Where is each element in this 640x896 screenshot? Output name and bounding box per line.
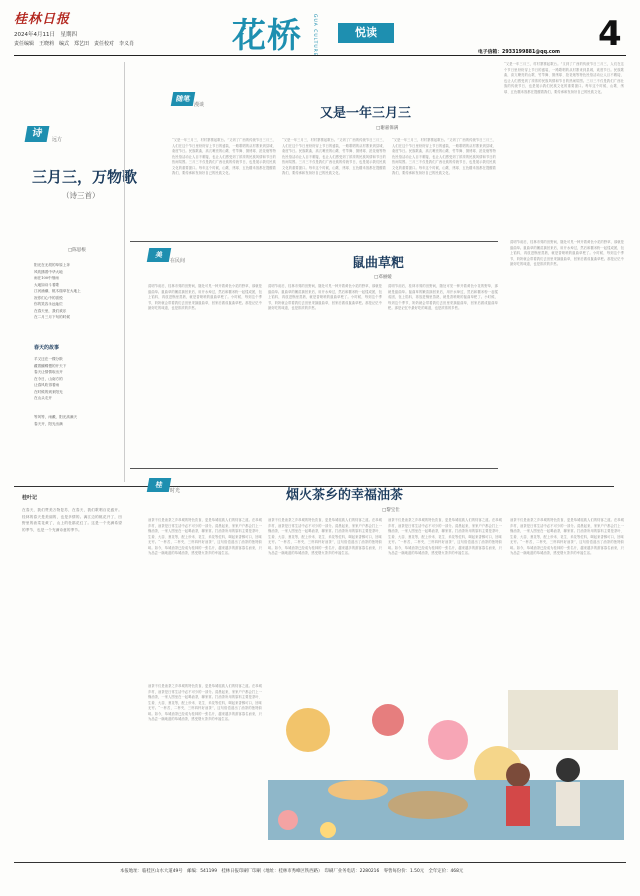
poem-line: 春天开，阳光出满 xyxy=(34,421,63,426)
email: 电子信箱：2933199881@qq.com xyxy=(478,50,560,55)
poem-line: 藏着蝴蝶慢的开天下 xyxy=(34,363,67,368)
essay-body-col-3: “又是一年三月三，村村寨寨起歌台。”又到了广西的传统节日三月三，人们在这个节日里纷纷穿上节日的盛装，一路歌唱的从村寨来到县城，欢度节日。民族歌曲，高亢嘹亮的山歌、竹竿舞、抛绣球、抢花炮等特色民俗活动让人目不暇接，也让人们感受到了浓浓的民族风情和节日的热闹氛围。三月三不仅是我们广西壮族的传统节日，也是展示我们民族文化的重要窗口。每年这个时候，山歌、绣球、五色糯米饭都在提醒着我们，要传承和发扬好自己的民族文化。 xyxy=(392,138,496,175)
tea-tag-sub: 时光 xyxy=(170,488,181,494)
section-title: 花桥 xyxy=(232,16,302,56)
section-latin: GUA CULTURE xyxy=(312,14,317,57)
folk-body-col-4: 清明节前后，桂林市郊的田野间，随处可见一种开着黄色小花的野草，那就是鼠曲草。鼠曲草的嫩苗摘回来后，用开水焯过，然后和糯米粉一起揉成团，包上馅料，再放进锅里蒸熟，就是香喷喷的鼠曲草粑了。小时候，每到这个季节，奶奶就会带着我们去田里采摘鼠曲草，回家后做成鼠曲草粑。那是记忆中最好吃的味道，也是浓浓的乡愁。 xyxy=(510,240,624,266)
folk-tag-sub: 在民间 xyxy=(170,258,186,264)
poem-1 xyxy=(34,262,118,321)
poem-line: 你的笑容永远灿烂 xyxy=(34,302,63,306)
poem-tag: 诗 xyxy=(25,126,50,142)
footer-info: 本报地址：临桂区山水大道49号 邮编：541199 桂林日报印刷厂印刷（地址：桂林市秀峰区铁西路） 印刷厂业务电话：2280216 零售每份价：1.50元 全年定价：468元 xyxy=(120,869,464,874)
poem-author: □陈思根 xyxy=(68,248,86,253)
tea-body-col-5: 油茶不仅是油茶之乡恭城的特色饮食，更是恭城瑶族人们的待客之道。在恭城乡村，油茶是日常生活中必不可少的一部分。清晨起来，家家户户都会打上一锅油茶，一家人围坐在一起喝油茶，聊家常。打油茶所用的原料主要是茶叶、生姜、大蒜、葱花等，配上炒米、花生、米花等佐料，喝起来香醇可口，回味无穷。“一杯苦，二杯夹，三杯四杯好油茶”，这句俗语道出了油茶的独特韵味。如今，恭城油茶已经成为桂林的一张名片，越来越多的游客慕名而来，只为品尝一碗地道的恭城油茶，感受烟火茶乡的幸福生活。 xyxy=(148,684,262,721)
folk-body-col-1: 清明节前后，桂林市郊的田野间，随处可见一种开着黄色小花的野草，那就是鼠曲草。鼠曲草的嫩苗摘回来后，用开水焯过，然后和糯米粉一起揉成团，包上馅料，再放进锅里蒸熟，就是香喷喷的鼠曲草粑了。小时候，每到这个季节，奶奶就会带着我们去田里采摘鼠曲草，回家后做成鼠曲草粑。那是记忆中最好吃的味道，也是浓浓的乡愁。 xyxy=(148,284,262,310)
date-line: 2024年4月11日 星期四 xyxy=(14,32,77,38)
header-rule xyxy=(14,55,626,56)
poem-line: 在春天里，我们欢乐 xyxy=(34,308,67,313)
illustration xyxy=(268,680,624,850)
column-divider xyxy=(124,62,125,482)
poem-line: 祝你们心中的喜悦 xyxy=(34,295,63,300)
poem-line: 春天让情情取出开 xyxy=(34,370,63,374)
poem-line: 在二月三月下旬的时候 xyxy=(34,315,70,319)
essay-body-col-1: “又是一年三月三，村村寨寨起歌台。”又到了广西的传统节日三月三，人们在这个节日里纷纷穿上节日的盛装，一路歌唱的从村寨来到县城，欢度节日。民族歌曲，高亢嘹亮的山歌、竹竿舞、抛绣球、抢花炮等特色民俗活动让人目不暇接，也让人们感受到了浓浓的民族风情和节日的热闹氛围。三月三不仅是我们广西壮族的传统节日，也是展示我们民族文化的重要窗口。每年这个时候，山歌、绣球、五色糯米饭都在提醒着我们，要传承和发扬好自己的民族文化。 xyxy=(172,138,276,175)
section-rule xyxy=(130,241,498,242)
folk-body-col-2: 清明节前后，桂林市郊的田野间，随处可见一种开着黄色小花的野草，那就是鼠曲草。鼠曲草的嫩苗摘回来后，用开水焯过，然后和糯米粉一起揉成团，包上馅料，再放进锅里蒸熟，就是香喷喷的鼠曲草粑了。小时候，每到这个季节，奶奶就会带着我们去田里采摘鼠曲草，回家后做成鼠曲草粑。那是记忆中最好吃的味道，也是浓浓的乡愁。 xyxy=(268,284,382,310)
poem-tag-sub: 远方 xyxy=(52,137,63,143)
folk-body-col-3: 清明节前后，桂林市郊的田野间，随处可见一种开着黄色小花的野草，那就是鼠曲草。鼠曲草的嫩苗摘回来后，用开水焯过，然后和糯米粉一起揉成团，包上馅料，再放进锅里蒸熟，就是香喷喷的鼠曲草粑了。小时候，每到这个季节，奶奶就会带着我们去田里采摘鼠曲草，回家后做成鼠曲草粑。那是记忆中最好吃的味道，也是浓浓的乡愁。 xyxy=(388,284,498,310)
sidebar-body: 在春天，我们赞美万物复苏，在春天，我们歌唱百花盛开。桂林的春天是美丽的，也是多情的。漓江边的桃花开了，田野里的油菜花黄了，山上的杜鹃花红了。这是一个充满希望的季节，也是一个充满诗意的季节。 xyxy=(22,508,122,532)
poem-line: 等风等，雨戴，阳光高满天 xyxy=(34,415,78,419)
essay-title: 又是一年三月三 xyxy=(320,106,412,121)
poem-line: 阳光在无垠的草原上奔 xyxy=(34,263,70,267)
poem-article xyxy=(14,62,138,482)
staff-line: 责任编辑 王晓莉 编式 郑艺田 责任校对 李义肖 xyxy=(14,41,135,47)
essay-body-col-2: “又是一年三月三，村村寨寨起歌台。”又到了广西的传统节日三月三，人们在这个节日里纷纷穿上节日的盛装，一路歌唱的从村寨来到县城，欢度节日。民族歌曲，高亢嘹亮的山歌、竹竿舞、抛绣球、抢花炮等特色民俗活动让人目不暇接，也让人们感受到了浓浓的民族风情和节日的热闹氛围。三月三不仅是我们广西壮族的传统节日，也是展示我们民族文化的重要窗口。每年这个时候，山歌、绣球、五色糯米饭都在提醒着我们，要传承和发扬好自己的民族文化。 xyxy=(282,138,386,175)
poem-line: 风吹拂着中华大地 xyxy=(34,269,63,274)
poem-line: 在今日，山南方的 xyxy=(34,376,63,381)
sidebar-title: 桂叶记 xyxy=(22,495,38,501)
essay-author: □谢嘉保满 xyxy=(376,126,399,131)
poem-line: 雨在100中细雨 xyxy=(34,276,59,280)
page-number: 4 xyxy=(598,14,622,54)
poem-line: 在山头走开 xyxy=(34,396,52,400)
tea-body-col-3: 油茶不仅是油茶之乡恭城的特色饮食，更是恭城瑶族人们的待客之道。在恭城乡村，油茶是日常生活中必不可少的一部分。清晨起来，家家户户都会打上一锅油茶，一家人围坐在一起喝油茶，聊家常。打油茶所用的原料主要是茶叶、生姜、大蒜、葱花等，配上炒米、花生、米花等佐料，喝起来香醇可口，回味无穷。“一杯苦，二杯夹，三杯四杯好油茶”，这句俗语道出了油茶的独特韵味。如今，恭城油茶已经成为桂林的一张名片，越来越多的游客慕名而来，只为品尝一碗地道的恭城油茶，感受烟火茶乡的幸福生活。 xyxy=(388,518,502,555)
poem-line: 江河涌潮，桃木瑞草在大地上 xyxy=(34,289,81,293)
tea-body-col-1: 油茶不仅是油茶之乡恭城的特色饮食，更是恭城瑶族人们的待客之道。在恭城乡村，油茶是日常生活中必不可少的一部分。清晨起来，家家户户都会打上一锅油茶，一家人围坐在一起喝油茶，聊家常。打油茶所用的原料主要是茶叶、生姜、大蒜、葱花等，配上炒米、花生、米花等佐料，喝起来香醇可口，回味无穷。“一杯苦，二杯夹，三杯四杯好油茶”，这句俗语道出了油茶的独特韵味。如今，恭城油茶已经成为桂林的一张名片，越来越多的游客慕名而来，只为品尝一碗地道的恭城油茶，感受烟火茶乡的幸福生活。 xyxy=(148,518,262,555)
essay-body-col-4: “又是一年三月三，村村寨寨起歌台。”又到了广西的传统节日三月三，人们在这个节日里纷纷穿上节日的盛装，一路歌唱的从村寨来到县城，欢度节日。民族歌曲，高亢嘹亮的山歌、竹竿舞、抛绣球、抢花炮等特色民俗活动让人目不暇接，也让人们感受到了浓浓的民族风情和节日的热闹氛围。三月三不仅是我们广西壮族的传统节日，也是展示我们民族文化的重要窗口。每年这个时候，山歌、绣球、五色糯米饭都在提醒着我们，要传承和发扬好自己的民族文化。 xyxy=(504,62,624,94)
essay-tag: 随笔 xyxy=(171,92,195,106)
poem-subtitle: （诗三首） xyxy=(62,191,100,200)
essay-tag-sub: 漫谈 xyxy=(194,102,205,108)
folk-author: □邓丽媛 xyxy=(374,275,392,280)
poem-section-title: 春天的故事 xyxy=(34,345,60,351)
tea-body-col-2: 油茶不仅是油茶之乡恭城的特色饮食，更是恭城瑶族人们的待客之道。在恭城乡村，油茶是日常生活中必不可少的一部分。清晨起来，家家户户都会打上一锅油茶，一家人围坐在一起喝油茶，聊家常。打油茶所用的原料主要是茶叶、生姜、大蒜、葱花等，配上炒米、花生、米花等佐料，喝起来香醇可口，回味无穷。“一杯苦，二杯夹，三杯四杯好油茶”，这句俗语道出了油茶的独特韵味。如今，恭城油茶已经成为桂林的一张名片，越来越多的游客慕名而来，只为品尝一碗地道的恭城油茶，感受烟火茶乡的幸福生活。 xyxy=(268,518,382,555)
poem-title: 三月三，万物歌 xyxy=(32,168,138,186)
poem-2 xyxy=(34,356,118,402)
sidebar-article xyxy=(22,494,122,794)
newspaper-logo: 桂林日报 xyxy=(14,12,71,27)
tea-author: □黎宝仕 xyxy=(382,508,400,513)
tea-title: 烟火茶乡的幸福油茶 xyxy=(286,488,404,503)
folk-tag: 美 xyxy=(147,248,171,262)
poem-line: 羊又还在一棵分散 xyxy=(34,357,63,361)
poem-line: 在时候的到来阳光 xyxy=(34,389,63,394)
poem-line: 大地如诗斗着歌 xyxy=(34,282,60,287)
section-rule xyxy=(130,468,498,469)
section-badge: 悦读 xyxy=(338,23,394,43)
poem-3 xyxy=(34,414,118,427)
folk-title: 鼠曲草粑 xyxy=(352,256,405,271)
poem-line: 让春风吹得着雨 xyxy=(34,383,60,387)
tea-tag: 桂 xyxy=(147,478,171,492)
footer-rule xyxy=(14,862,626,863)
tea-village-illustration xyxy=(268,680,624,850)
tea-body-col-4: 油茶不仅是油茶之乡恭城的特色饮食，更是恭城瑶族人们的待客之道。在恭城乡村，油茶是日常生活中必不可少的一部分。清晨起来，家家户户都会打上一锅油茶，一家人围坐在一起喝油茶，聊家常。打油茶所用的原料主要是茶叶、生姜、大蒜、葱花等，配上炒米、花生、米花等佐料，喝起来香醇可口，回味无穷。“一杯苦，二杯夹，三杯四杯好油茶”，这句俗语道出了油茶的独特韵味。如今，恭城油茶已经成为桂林的一张名片，越来越多的游客慕名而来，只为品尝一碗地道的恭城油茶，感受烟火茶乡的幸福生活。 xyxy=(510,518,624,555)
